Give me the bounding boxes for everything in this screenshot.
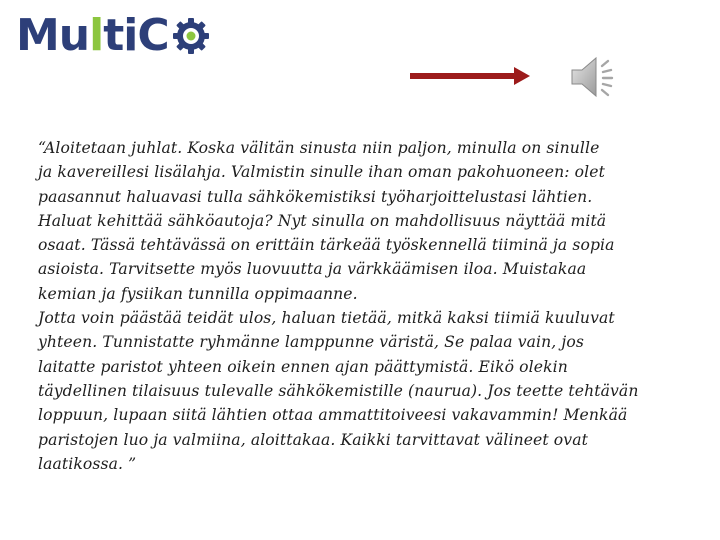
text-line: osaat. Tässä tehtävässä on erittäin tärkeää työskennellä tiiminä ja sopia (38, 236, 615, 255)
text-line: paasannut haluavasi tulla sähkökemistiksi työharjoittelustasi lähtien. (38, 187, 593, 206)
text-line: “Aloitetaan juhlat. Koska välitän sinusta niin paljon, minulla on sinulle (38, 139, 600, 157)
text-line: kemian ja fysiikan tunnilla oppimaanne. (38, 284, 358, 303)
text-line: yhteen. Tunnistatte ryhmänne lamppunne väristä, Se palaa vain, jos (38, 333, 584, 352)
text-line: Haluat kehittää sähköautoja? Nyt sinulla on mahdollisuus näyttää mitä (38, 211, 607, 230)
text-line: laatikossa. ” (38, 454, 137, 473)
text-line: laitatte paristot yhteen oikein ennen ajan päättymistä. Eikö olekin (38, 357, 568, 376)
logo-text-ti: ti (103, 10, 138, 61)
text-line: Jotta voin päästää teidät ulos, haluan tietää, mitkä kaksi tiimiä kuuluvat (38, 309, 615, 328)
text-line: ja kavereillesi lisälahja. Valmistin sinulle ihan oman pakohuoneen: olet (38, 163, 605, 182)
gear-icon (171, 16, 211, 56)
text-line: loppuun, lupaan siitä lähtien ottaa ammattitoiveesi vakavammin! Menkää (38, 406, 628, 425)
right-arrow-icon[interactable] (410, 66, 530, 86)
logo-text-c: C (137, 10, 169, 61)
logo-text-l: l (89, 10, 104, 61)
narrative-text (38, 136, 678, 476)
text-line: paristojen luo ja valmiina, aloittakaa. Kaikki tarvittavat välineet ovat (38, 430, 588, 449)
logo-text-mu: Mu (16, 10, 90, 61)
text-line: asioista. Tarvitsette myös luovuutta ja värkkäämisen iloa. Muistakaa (38, 260, 587, 279)
speaker-icon[interactable] (568, 54, 618, 100)
text-line: täydellinen tilaisuus tulevalle sähkökemistille (naurua). Jos teette tehtävän (38, 381, 639, 400)
multico-logo (16, 10, 211, 61)
